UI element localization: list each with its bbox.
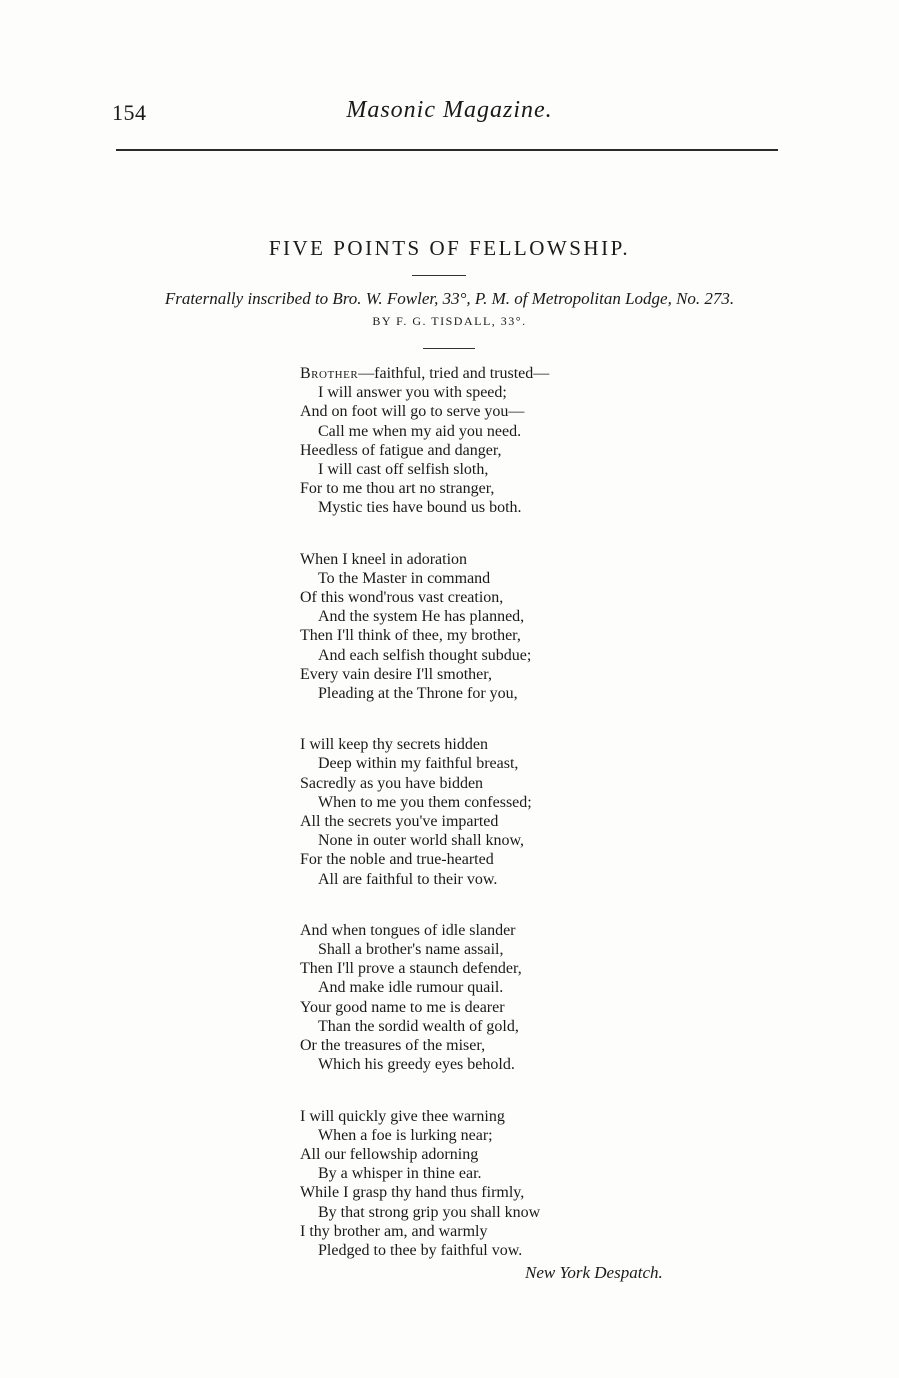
dedication: Fraternally inscribed to Bro. W. Fowler, 33°, P. M. of Metropolitan Lodge, No. 273.: [164, 289, 735, 308]
byline: BY F. G. TISDALL, 33°.: [372, 314, 527, 328]
poem-line: By a whisper in thine ear.: [318, 1165, 482, 1183]
poem-line: For to me thou art no stranger,: [300, 480, 495, 498]
poem-line: Shall a brother's name assail,: [318, 941, 504, 959]
poem-line: Pledged to thee by faithful vow.: [318, 1241, 523, 1259]
poem-line: I will answer you with speed;: [318, 384, 507, 402]
poem-line: Then I'll think of thee, my brother,: [300, 627, 521, 645]
byline-divider: [423, 348, 475, 349]
poem-line: Which his greedy eyes behold.: [318, 1056, 515, 1074]
poem-line: All the secrets you've imparted: [300, 813, 499, 831]
first-word: Brother: [300, 365, 359, 382]
poem-line: And when tongues of idle slander: [300, 921, 516, 939]
running-title: Masonic Magazine.: [346, 97, 553, 123]
stanza-5: [300, 1107, 720, 1261]
poem-line: All are faithful to their vow.: [318, 870, 498, 888]
poem-line: Your good name to me is dearer: [300, 998, 505, 1016]
poem-line: And on foot will go to serve you—: [300, 403, 525, 421]
poem-line: Deep within my faithful breast,: [318, 755, 519, 773]
poem-line: I will cast off selfish sloth,: [318, 461, 489, 479]
poem-line: And the system He has planned,: [318, 608, 525, 626]
poem-line: All our fellowship adorning: [300, 1145, 479, 1163]
poem-line: Or the treasures of the miser,: [300, 1037, 486, 1055]
poem-line: I will quickly give thee warning: [300, 1107, 505, 1125]
poem-line: And each selfish thought subdue;: [318, 646, 532, 664]
poem-line: Then I'll prove a staunch defender,: [300, 960, 522, 978]
poem-line: Brother—faithful, tried and trusted—: [300, 365, 550, 382]
poem-body: [300, 364, 720, 1292]
page-number: 154: [112, 100, 147, 125]
poem-line: Than the sordid wealth of gold,: [318, 1017, 519, 1035]
poem-line: By that strong grip you shall know: [318, 1203, 541, 1221]
poem-line: None in outer world shall know,: [318, 832, 525, 850]
stanza-2: [300, 550, 720, 704]
poem-line: For the noble and true-hearted: [300, 851, 494, 869]
poem-line: Sacredly as you have bidden: [300, 774, 484, 792]
stanza-3: [300, 735, 720, 889]
poem-line: When I kneel in adoration: [300, 550, 468, 568]
stanza-4: [300, 921, 720, 1075]
poem-line: Mystic ties have bound us both.: [318, 499, 522, 517]
poem-line: Every vain desire I'll smother,: [300, 665, 492, 683]
poem-line: To the Master in command: [318, 569, 491, 587]
stanza-1: [300, 364, 720, 518]
title-divider: [412, 275, 466, 276]
poem-line: I thy brother am, and warmly: [300, 1222, 488, 1240]
source-attribution: New York Despatch.: [525, 1263, 663, 1282]
poem-line: Of this wond'rous vast creation,: [300, 589, 504, 607]
poem-line: I will keep thy secrets hidden: [300, 736, 488, 754]
poem-line: Pleading at the Throne for you,: [318, 685, 518, 703]
poem-line: And make idle rumour quail.: [318, 979, 504, 997]
poem-line: Call me when my aid you need.: [318, 422, 522, 440]
poem-line: Heedless of fatigue and danger,: [300, 441, 502, 459]
header-rule: [116, 149, 778, 151]
poem-line: When to me you them confessed;: [318, 793, 532, 811]
poem-title: FIVE POINTS OF FELLOWSHIP.: [268, 236, 631, 260]
poem-line: When a foe is lurking near;: [318, 1126, 493, 1144]
poem-line: While I grasp thy hand thus firmly,: [300, 1184, 525, 1202]
